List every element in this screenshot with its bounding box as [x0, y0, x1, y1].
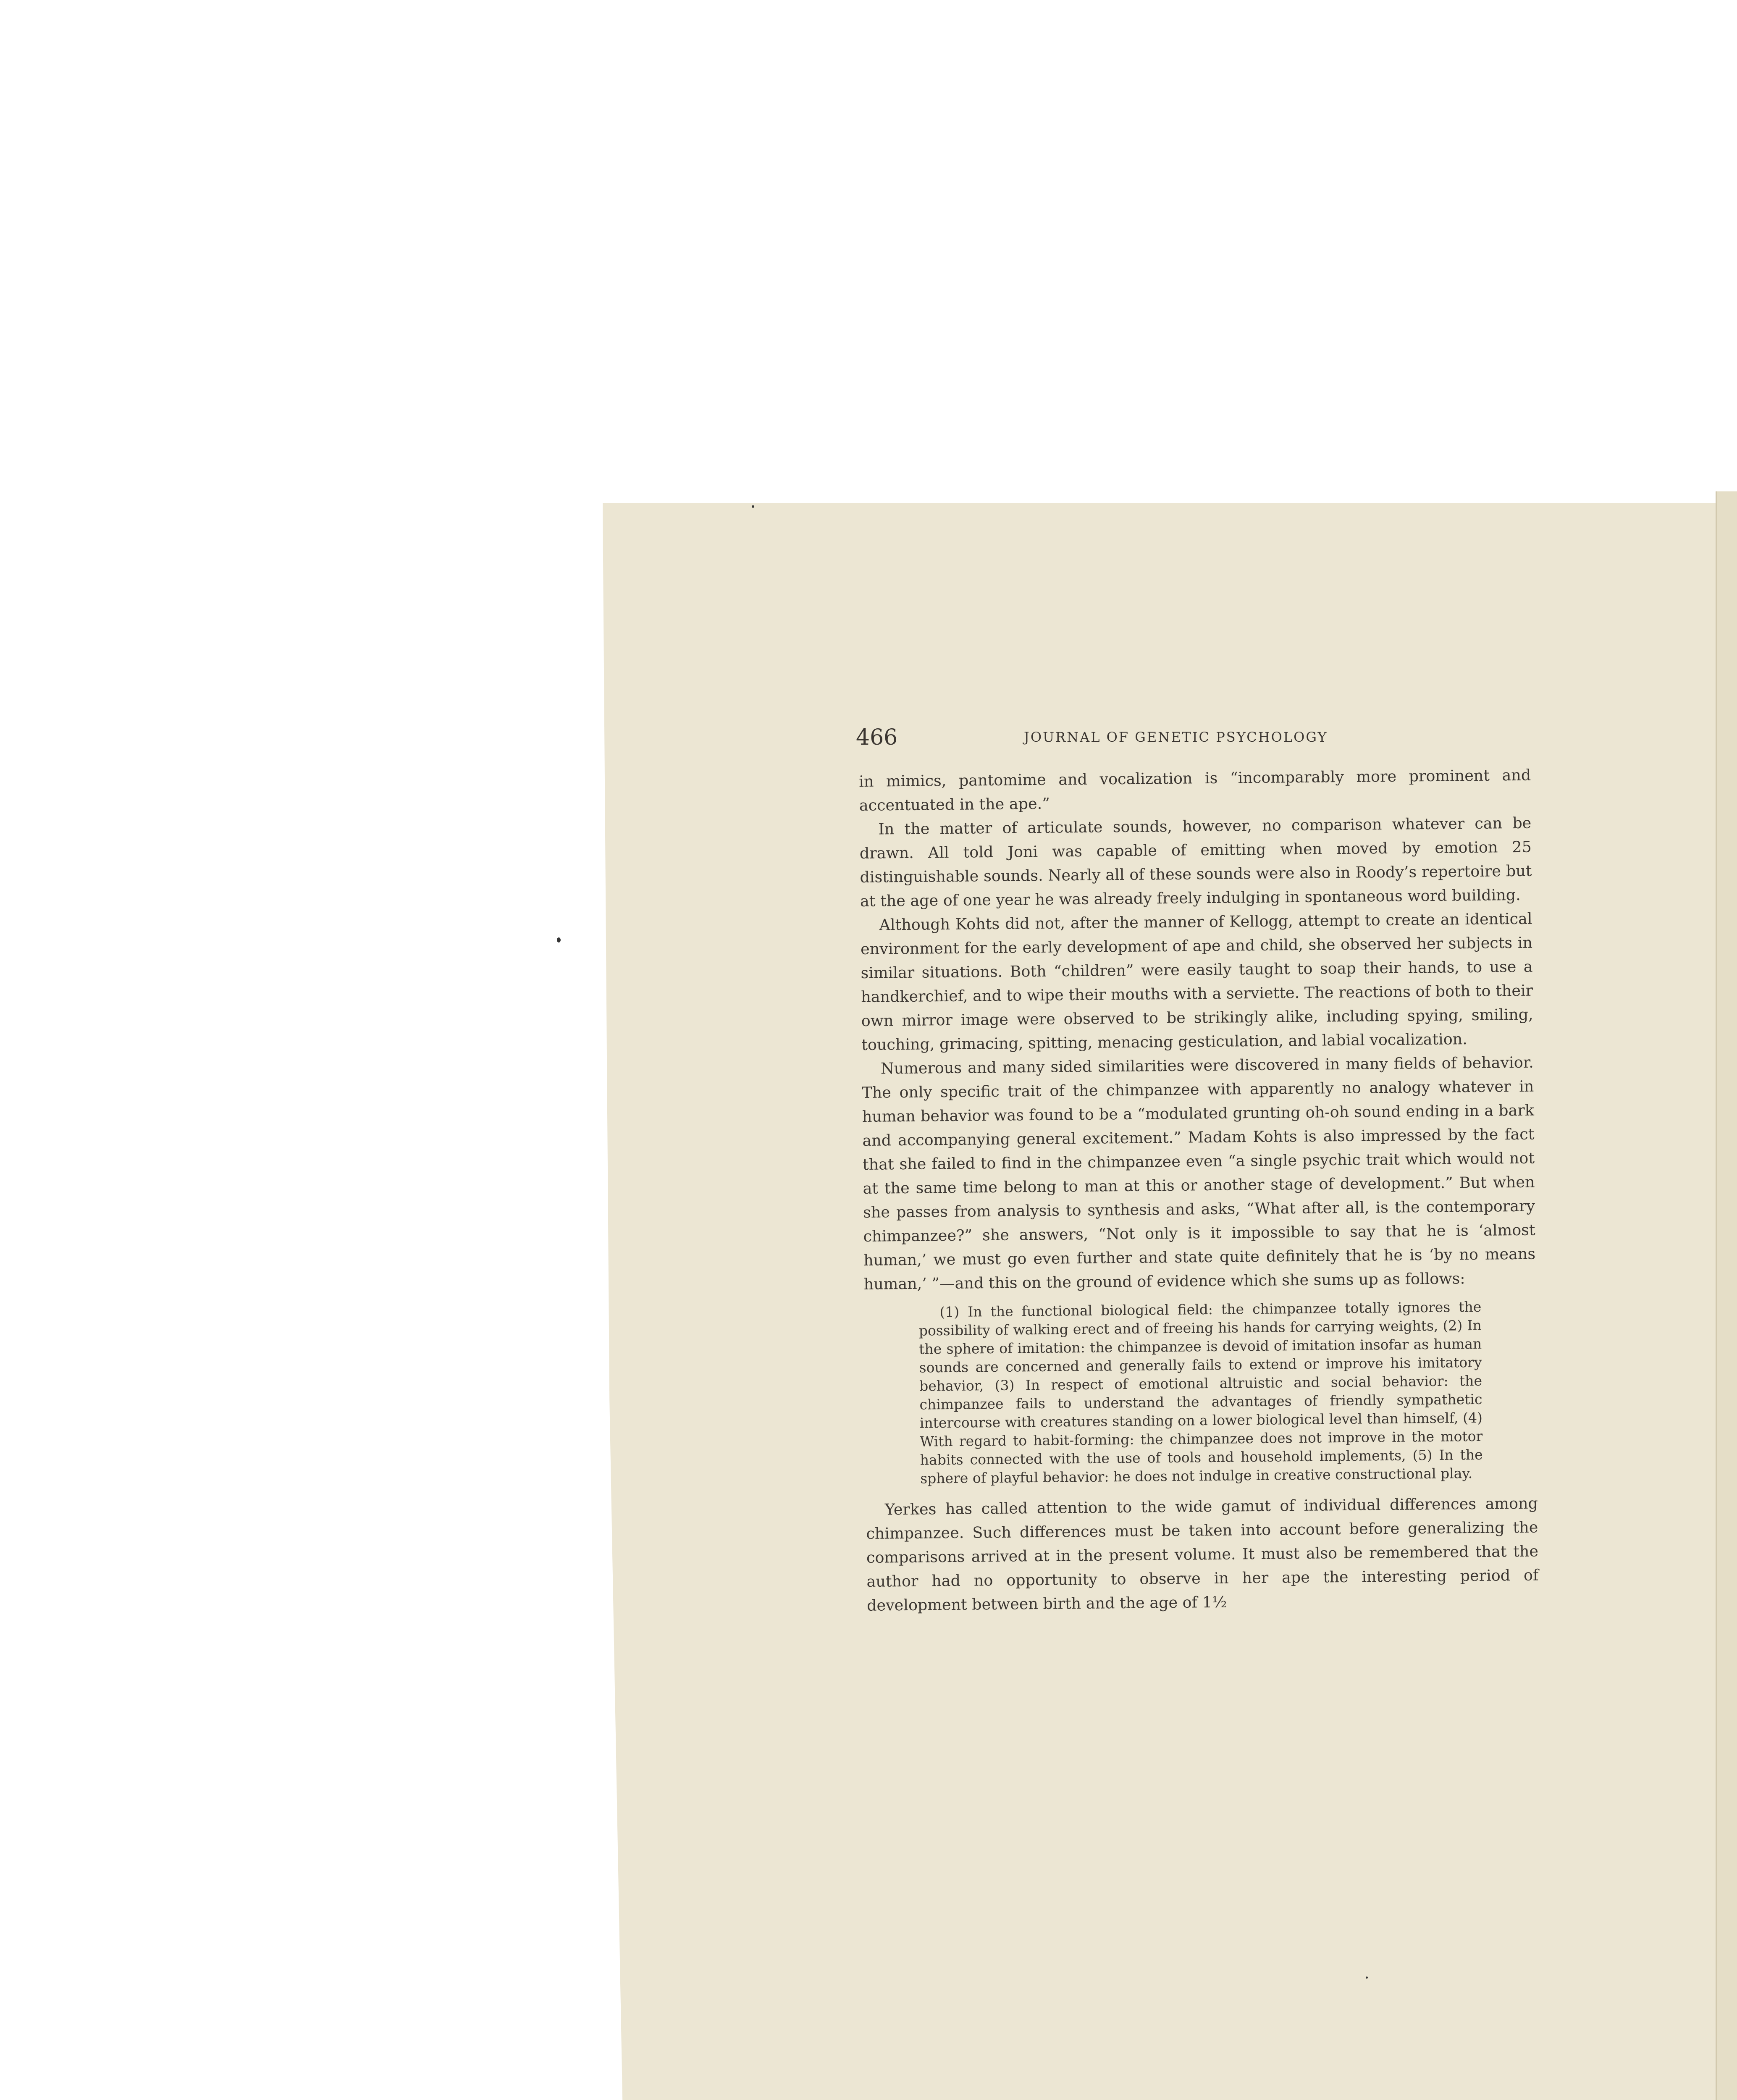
paragraph-articulate-sounds: In the matter of articulate sounds, however, no comparison whatever can be drawn. All told Joni was capable of emitting when moved by emotion 25 distinguishable sounds. Nearly all of these sounds were also in Roody’s repertoire but at the age of one year he was already freely indulging in spontaneous word building.	[859, 814, 1532, 910]
dust-speck	[557, 937, 561, 942]
body-text	[859, 763, 1539, 1617]
block-quote	[918, 1298, 1483, 1488]
dust-speck	[1366, 1977, 1368, 1979]
adjacent-page-edge	[1716, 491, 1737, 2100]
quote-text: (1) In the functional biological field: the chimpanzee totally ignores the possibility of walking erect and of freeing his hands for carrying weights, (2) In the sphere of imitation: the chimpanzee is devoid of imitation insofar as human sounds are concerned and generally fails to extend or improve his imitatory behavior, (3) In respect of emotional altruistic and social behavior: the chimpanzee fails to understand the advantages of friendly sympathetic intercourse with creatures standing on a lower biological level than himself, (4) With regard to habit-forming: the chimpanzee does not improve in the motor habits connected with the use of tools and household implements, (5) In the sphere of playful behavior: he does not indulge in creative constructional play.	[918, 1298, 1483, 1487]
running-head: JOURNAL OF GENETIC PSYCHOLOGY	[1024, 729, 1328, 745]
paragraph-continuation: in mimics, pantomime and vocalization is “incomparably more prominent and accentuated in the ape.”	[859, 766, 1531, 814]
page-header	[856, 725, 1528, 754]
paragraph-kohts-observations: Although Kohts did not, after the manner of Kellogg, attempt to create an identical environment for the early development of ape and child, she observed her subjects in similar situations. Both “children” were easily taught to soap their hands, to use a handkerchief, and to wipe their mouths with a serviette. The reactions of both to their own mirror image were observed to be strikingly alike, including spying, smiling, touching, grimacing, spitting, menacing gesticulation, and labial vocalization.	[860, 909, 1533, 1054]
page-number: 466	[856, 725, 898, 750]
paragraph-yerkes: Yerkes has called attention to the wide gamut of individual differences among chimpanzee. Such differences must be taken into account before generalizing the comparisons arrived at in the present volume. It must also be remembered that the author had no opportunity to observe in her ape the interesting period of development between birth and the age of 1½	[866, 1494, 1539, 1614]
paragraph-similarities: Numerous and many sided similarities were discovered in many fields of behavior. The only specific trait of the chimpanzee with apparently no analogy whatever in human behavior was found to be a “modulated grunting oh-oh sound ending in a bark and accompanying general excitement.” Madam Kohts is also impressed by the fact that she failed to find in the chimpanzee even “a single psychic trait which would not at the same time belong to man at this or another stage of development.” But when she passes from analysis to synthesis and asks, “What after all, is the contemporary chimpanzee?” she answers, “Not only is it impossible to say that he is ‘almost human,’ we must go even further and state quite definitely that he is ‘by no means human,’ ”—and this on the ground of evidence which she sums up as follows:	[862, 1053, 1536, 1293]
dust-speck	[752, 505, 754, 508]
